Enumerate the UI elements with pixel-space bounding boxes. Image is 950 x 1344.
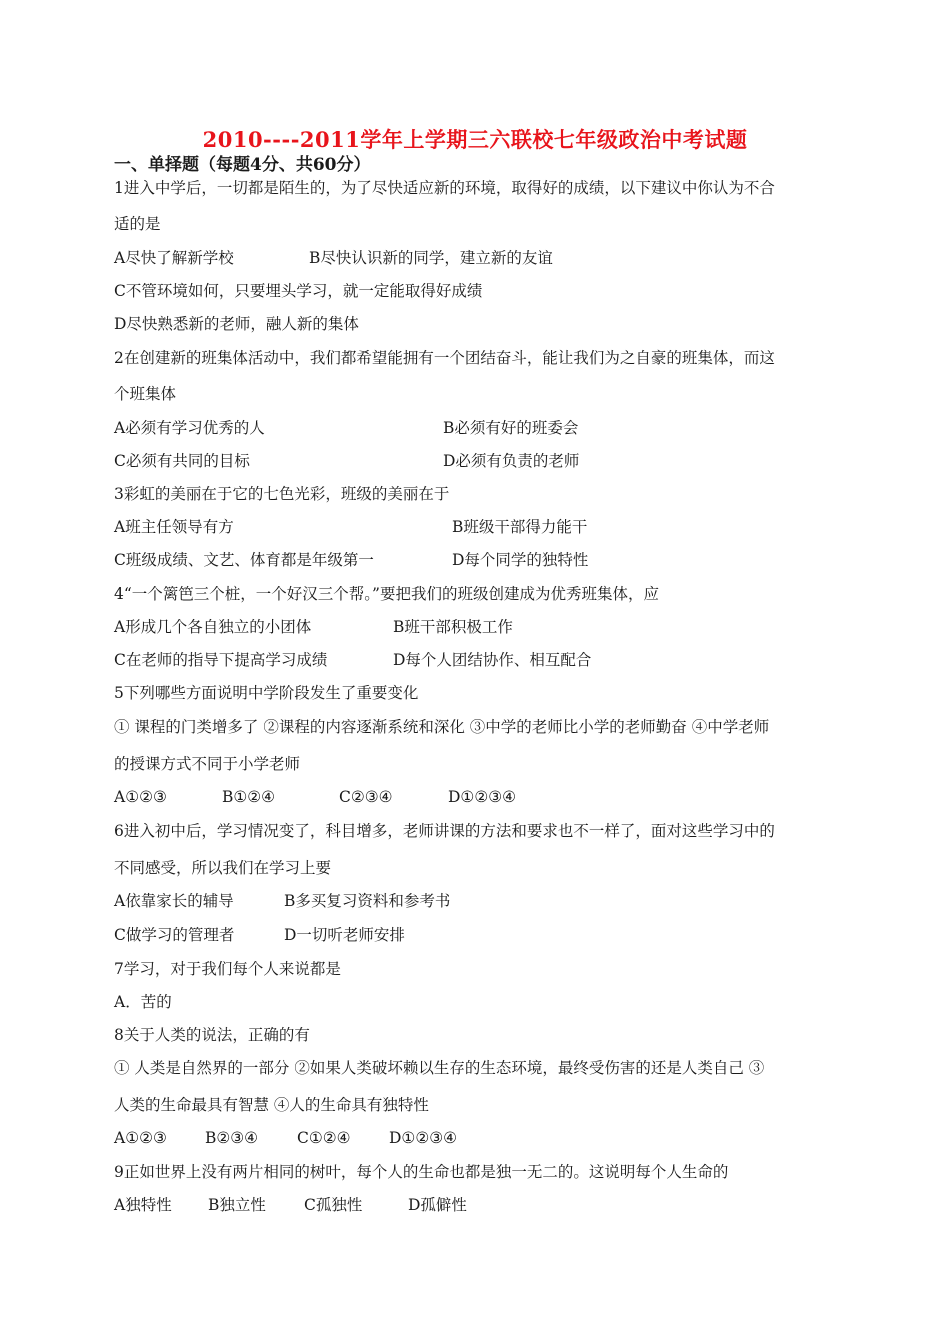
question-5-option-b: B①②④ [222, 788, 276, 806]
question-5-line-2: ① 课程的门类增多了 ②课程的内容逐渐系统和深化 ③中学的老师比小学的老师勤奋 ④中学老师 [114, 718, 770, 736]
question-6-option-c: C做学习的管理者 [114, 926, 235, 944]
question-4-option-a: A形成几个各自独立的小团体 [114, 618, 312, 636]
question-8-option-d: D①②③④ [389, 1129, 458, 1147]
question-2-option-a: A必须有学习优秀的人 [114, 419, 265, 437]
question-5-option-d: D①②③④ [448, 788, 517, 806]
page-title: 2010----2011学年上学期三六联校七年级政治中考试题 [202, 127, 748, 152]
question-9-line-1: 9正如世界上没有两片相同的树叶，每个人的生命也都是独一无二的。这说明每个人生命的 [114, 1163, 729, 1181]
question-5-option-a: A①②③ [114, 788, 167, 806]
section-heading: 一、单择题（每题4分、共60分） [114, 155, 371, 175]
question-9-option-a: A独特性 [114, 1196, 172, 1214]
question-8-option-b: B②③④ [205, 1129, 259, 1147]
question-9-option-b: B独立性 [208, 1196, 266, 1214]
question-2-line-2: 个班集体 [114, 385, 177, 403]
question-9-option-c: C孤独性 [304, 1196, 363, 1214]
question-3-option-a: A班主任领导有方 [114, 518, 234, 536]
question-6-line-2: 不同感受，所以我们在学习上要 [114, 859, 332, 877]
question-2-line-1: 2在创建新的班集体活动中，我们都希望能拥有一个团结奋斗，能让我们为之自豪的班集体，而这 [114, 349, 775, 367]
question-2-option-d: D必须有负责的老师 [443, 452, 580, 470]
question-1-line-1: 1进入中学后，一切都是陌生的，为了尽快适应新的环境，取得好的成绩，以下建议中你认为不合 [114, 179, 775, 197]
question-8-option-a: A①②③ [114, 1129, 167, 1147]
question-3-option-b: B班级干部得力能干 [452, 518, 588, 536]
question-5-line-3: 的授课方式不同于小学老师 [114, 755, 301, 773]
question-5-option-c: C②③④ [339, 788, 393, 806]
question-1-option-d: D尽快熟悉新的老师，融人新的集体 [114, 315, 359, 333]
question-8-line-3: 人类的生命最具有智慧 ④人的生命具有独特性 [114, 1096, 429, 1114]
question-2-option-c: C必须有共同的目标 [114, 452, 250, 470]
question-4-option-c: C在老师的指导下提高学习成绩 [114, 651, 328, 669]
question-6-option-a: A依靠家长的辅导 [114, 892, 234, 910]
question-6-option-b: B多买复习资料和参考书 [284, 892, 451, 910]
question-7-option-a: A．苦的 [114, 993, 172, 1011]
question-4-option-b: B班干部积极工作 [393, 618, 513, 636]
question-1-line-2: 适的是 [114, 215, 161, 233]
question-8-line-2: ① 人类是自然界的一部分 ②如果人类破坏赖以生存的生态环境，最终受伤害的还是人类自己 ③ [114, 1059, 765, 1077]
question-6-line-1: 6进入初中后，学习情况变了，科目增多，老师讲课的方法和要求也不一样了，面对这些学习中的 [114, 822, 775, 840]
question-1-option-c: C不管环境如何，只要埋头学习，就一定能取得好成绩 [114, 282, 483, 300]
question-3-option-d: D每个同学的独特性 [452, 551, 589, 569]
question-2-option-b: B必须有好的班委会 [443, 419, 579, 437]
question-3-line-1: 3彩虹的美丽在于它的七色光彩，班级的美丽在于 [114, 485, 450, 503]
question-5-line-1: 5下列哪些方面说明中学阶段发生了重要变化 [114, 684, 419, 702]
question-8-option-c: C①②④ [297, 1129, 351, 1147]
question-7-line-1: 7学习，对于我们每个人来说都是 [114, 960, 341, 978]
question-8-line-1: 8关于人类的说法，正确的有 [114, 1026, 310, 1044]
question-6-option-d: D一切听老师安排 [284, 926, 405, 944]
question-1-option-a: A尽快了解新学校 [114, 249, 234, 267]
question-9-option-d: D孤僻性 [408, 1196, 467, 1214]
question-1-option-b: B尽快认识新的同学，建立新的友谊 [309, 249, 553, 267]
question-4-line-1: 4“一个篱笆三个桩，一个好汉三个帮。”要把我们的班级创建成为优秀班集体，应 [114, 585, 659, 603]
question-4-option-d: D每个人团结协作、相互配合 [393, 651, 592, 669]
question-3-option-c: C班级成绩、文艺、体育都是年级第一 [114, 551, 374, 569]
